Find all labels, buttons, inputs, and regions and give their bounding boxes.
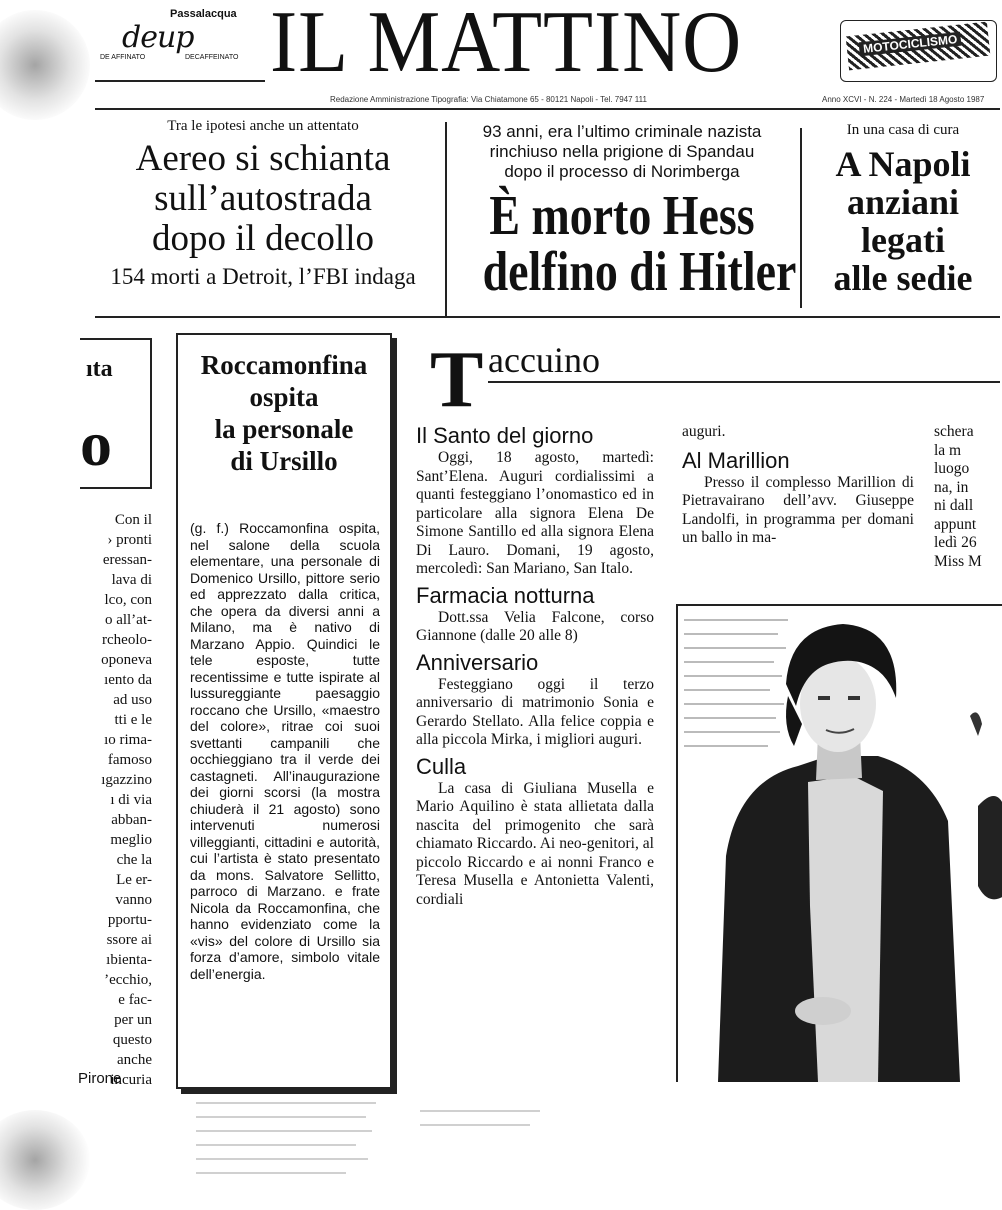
- left-article-line: › pronti: [107, 532, 152, 548]
- left-article-line: Le er-: [116, 872, 152, 888]
- left-article-line: meglio: [110, 832, 152, 848]
- boxed-article-roccamonfina: [176, 333, 392, 1089]
- column-3-line: ni dall: [934, 497, 974, 514]
- headline-crash-subtitle: 154 morti a Detroit, l’FBI indaga: [110, 264, 416, 289]
- headline-crash-line: dopo il decollo: [152, 218, 374, 259]
- left-article-line: vanno: [115, 892, 152, 908]
- left-box-border: [150, 338, 152, 488]
- left-article-line: ıbienta-: [106, 952, 152, 968]
- column-divider: [800, 128, 802, 308]
- advert-ribbon-text: MOTOCICLISMO: [859, 32, 962, 57]
- advert-brand-top: Passalacqua: [170, 8, 237, 20]
- section-heading-marillion: Al Marillion: [682, 447, 790, 473]
- advert-tag-right: DECAFFEINATO: [185, 54, 239, 61]
- newspaper-masthead: IL MATTINO: [270, 0, 743, 91]
- section-body-anniversario: Festeggiano oggi il terzo anniversario di matrimonio Sonia e Gerardo Stellato. Alla felice coppia e alla piccola Mirka, i migliori auguri.: [416, 675, 654, 748]
- masthead-rule-left: [95, 80, 265, 82]
- section-rule: [95, 316, 1000, 318]
- scan-noise-top-left: [0, 10, 90, 120]
- column-divider: [445, 122, 447, 317]
- boxed-article-title-line: ospita: [249, 382, 319, 412]
- left-article-line: questo: [112, 1032, 152, 1048]
- left-article-line: e fac-: [118, 992, 152, 1008]
- left-article-line: o all’at-: [104, 612, 152, 628]
- left-article-line: rcheolo-: [102, 632, 152, 648]
- column-3-line: la m: [934, 441, 962, 459]
- column-3-line: na, in: [934, 478, 969, 496]
- section-body-culla: La casa di Giuliana Musella e Mario Aquilino è stata allietata dalla nascita del primogenito che sarà chiamato Riccardo. Ai neo-genitori, al piccolo Riccardo e ai nonni Franco e Teresa Musella e Antonietta Valenti, cordiali: [416, 779, 654, 908]
- left-article-line: famoso: [107, 752, 152, 768]
- masthead-rule: [95, 108, 1000, 110]
- headline-crash: [88, 118, 438, 291]
- portrait-photo-graphic: [678, 606, 1002, 1082]
- boxed-article-body: (g. f.) Roccamonfina ospita, nel salone della scuola elementare, una personale di Domenico Ursillo, pittore serio ed apprezzato dalla critica, che opera da diversi anni a Milano, ma è nativo di Marzano Appio. Quindici le tele esposte, tutte recentissime e tutte ispirate al lussureggiante paesaggio roccano che Ursillo, «maestro del colore», ritrae coi suoi svettanti campanili che occhieggiano tra il verde dei castagneti. All’inaugurazione dei giorni scorsi (la mostra chiuderà il 21 agosto) sono intervenuti numerosi villeggianti, cittadini e autorità, cui l’artista è stato presentato da mons. Salvatore Sellitto, parroco di Marzano. e frate Nicola da Roccamonfina, che hanno evidenziato come la «vis» del colore di Ursillo sia forza d’amore, simbolo vitale dell’energia.: [190, 520, 380, 982]
- column-3-line: ledì 26: [934, 534, 977, 551]
- column-3-line: luogo: [934, 460, 970, 477]
- headline-napoli-title: [808, 145, 998, 297]
- left-article-line: pportu-: [107, 912, 152, 928]
- section-body-marillion: Presso il complesso Marillion di Pietravairano dell’avv. Giuseppe Landolfi, in programma per domani un ballo in ma-: [682, 473, 914, 546]
- portrait-photo: [676, 604, 1002, 1082]
- boxed-article-title-line: la personale: [214, 414, 354, 444]
- headline-napoli-kicker: In una casa di cura: [846, 122, 960, 138]
- left-article-signature: Pirone: [78, 1070, 122, 1087]
- column-3-line: Miss M: [934, 552, 982, 570]
- advert-brand: deup: [122, 20, 194, 55]
- section-body-farmacia: Dott.ssa Velia Falcone, corso Giannone (dalle 20 alle 8): [416, 608, 654, 644]
- left-article-line: lco, con: [104, 592, 152, 608]
- headline-crash-line: sull’autostrada: [154, 178, 372, 219]
- headline-hess-line: delfino di Hitler: [482, 241, 797, 303]
- boxed-article-title-line: di Ursillo: [230, 446, 338, 476]
- headline-hess-kicker-line: 93 anni, era l’ultimo criminale nazista: [482, 122, 762, 141]
- section-heading-culla: Culla: [416, 753, 467, 779]
- left-big-letter: o: [80, 408, 112, 479]
- headline-hess-kicker-line: dopo il processo di Norimberga: [504, 162, 740, 181]
- left-article-text: [82, 510, 152, 1090]
- left-article-line: tti e le: [114, 712, 152, 728]
- taccuino-column-1: [416, 423, 654, 913]
- taccuino-rule: [488, 381, 1000, 383]
- left-article-line: ıento da: [104, 672, 152, 688]
- masthead-info-line: [330, 95, 990, 104]
- headline-napoli-line: legati: [861, 220, 945, 260]
- masthead-address: Redazione Amministrazione Tipografia: Via Chiatamone 65 - 80121 Napoli - Tel. 7947 111: [330, 95, 647, 104]
- headline-hess-kicker: [452, 122, 792, 182]
- scan-noise-bottom-left: [0, 1110, 90, 1210]
- headline-napoli: [808, 122, 998, 297]
- headline-hess-title: [482, 185, 797, 303]
- left-box-border-bottom: [80, 487, 152, 489]
- masthead-issue: Anno XCVI - N. 224 - Martedì 18 Agosto 1987: [822, 95, 985, 104]
- headline-hess-line: È morto Hess: [489, 185, 755, 247]
- left-article-line: oponeva: [101, 652, 152, 668]
- section-heading-farmacia: Farmacia notturna: [416, 582, 595, 608]
- taccuino-column-3: [934, 423, 1000, 571]
- advert-tag-left: DE AFFINATO: [100, 54, 146, 61]
- column-3-line: appunt: [934, 515, 977, 533]
- taccuino-title: accuino: [488, 340, 600, 380]
- left-article-line: Con il: [114, 512, 152, 528]
- section-body-santo: Oggi, 18 agosto, martedì: Sant’Elena. Auguri cordialissimi a quanti festeggiano l’onomastico ed in particolare alla signora Elena De Simone Santillo ed alla signora Elena Di Lauro. Domani, 19 agosto, mercoledì: San Mariano, San Italo.: [416, 449, 654, 577]
- left-article-line: lava di: [111, 572, 152, 588]
- section-heading-anniversario: Anniversario: [416, 649, 539, 675]
- column-3-line: schera: [934, 423, 974, 440]
- headline-crash-title: [88, 139, 438, 259]
- left-article-line: incuria: [110, 1072, 152, 1088]
- boxed-article-title-line: Roccamonfina: [200, 350, 368, 380]
- left-article-line: per un: [114, 1012, 152, 1028]
- left-article-line: eressan-: [102, 552, 152, 568]
- advert-logo-left: [100, 8, 250, 68]
- headline-napoli-line: alle sedie: [833, 258, 973, 298]
- taccuino-column-2: [682, 423, 914, 552]
- headline-hess-kicker-line: rinchiuso nella prigione di Spandau: [489, 142, 755, 161]
- left-article-line: abban-: [111, 812, 152, 828]
- headline-napoli-line: anziani: [846, 182, 960, 222]
- headline-crash-kicker: Tra le ipotesi anche un attentato: [167, 118, 359, 134]
- left-article-line: ’ecchio,: [104, 972, 152, 988]
- left-article-line: ad uso: [113, 692, 152, 708]
- headline-hess: [452, 122, 797, 303]
- boxed-article-title: [178, 349, 390, 477]
- left-article-line: anche: [117, 1052, 152, 1068]
- left-article-line: ıo rima-: [104, 732, 152, 748]
- headline-napoli-line: A Napoli: [835, 144, 971, 184]
- left-article-line: che la: [116, 852, 152, 868]
- column-2-top-text: auguri.: [682, 423, 726, 440]
- left-article-line: ı di via: [110, 792, 152, 808]
- left-article-line: ssore ai: [106, 932, 152, 948]
- section-heading-santo: Il Santo del giorno: [416, 423, 594, 448]
- headline-crash-line: Aereo si schianta: [135, 138, 391, 179]
- advert-logo-right: [840, 20, 997, 82]
- left-heading-fragment: ıta: [86, 356, 113, 382]
- left-box-border-top: [80, 338, 152, 340]
- left-article-line: ıgazzino: [101, 772, 152, 788]
- taccuino-initial: T: [430, 336, 484, 424]
